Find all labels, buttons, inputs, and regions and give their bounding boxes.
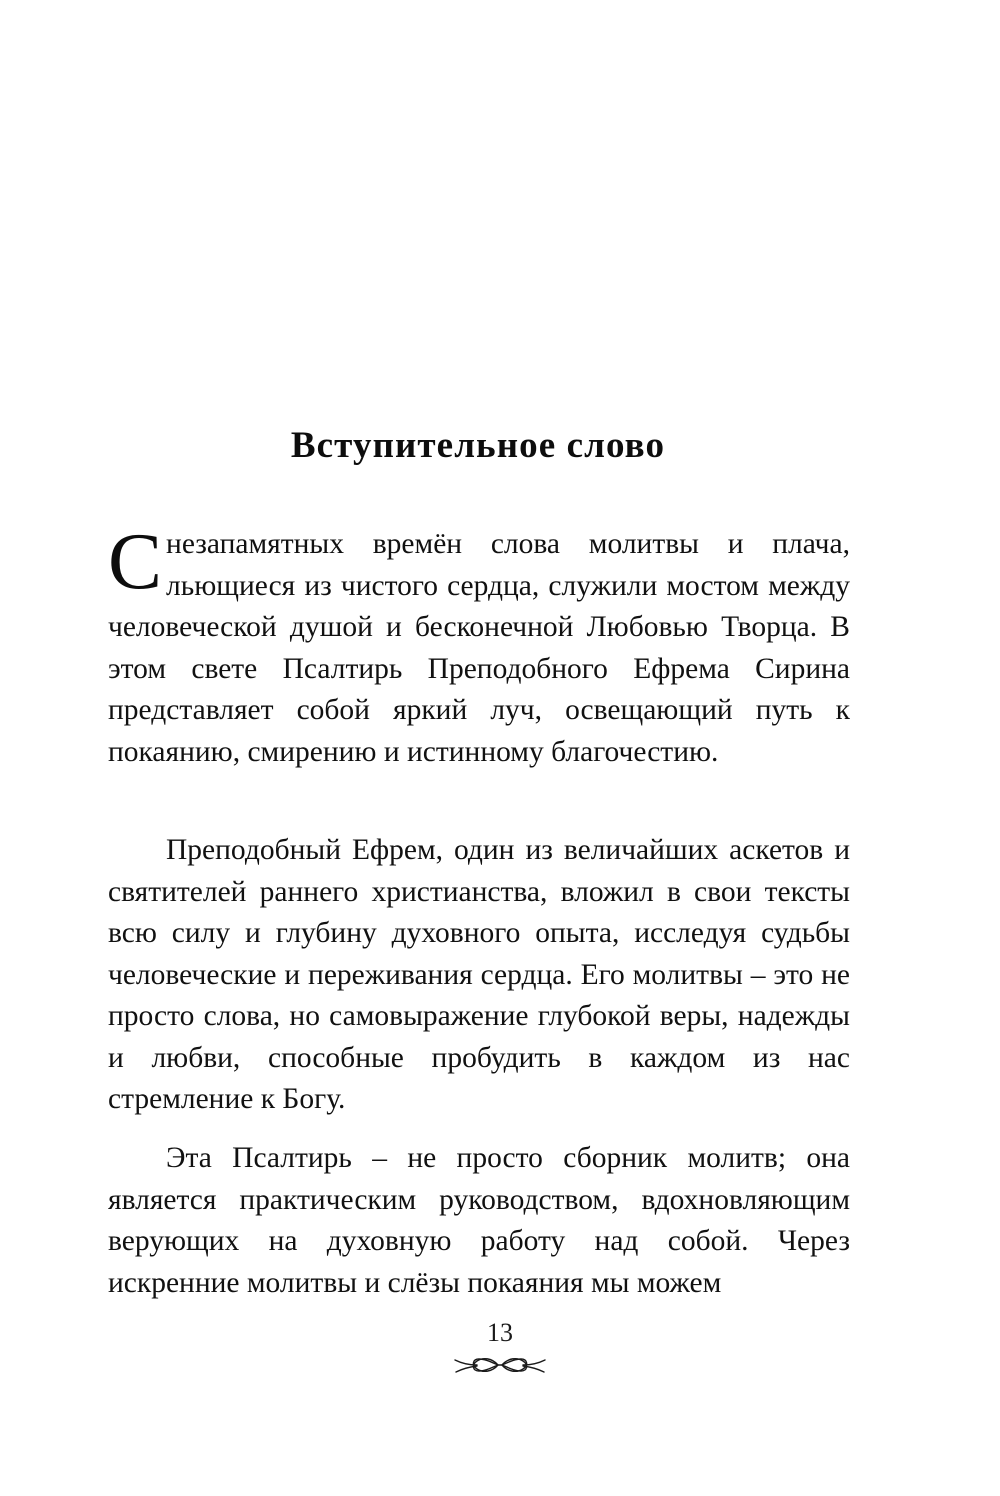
paragraph-text: Эта Псалтирь – не просто сборник молитв; она является практическим руководством, вдохновляющим верующих на духовную работу над собой. Через искренние молитвы и слёзы покаяния мы можем — [108, 1142, 850, 1299]
paragraph-block-3 — [108, 1138, 850, 1332]
flourish-ornament-icon — [0, 1350, 1000, 1380]
page-number: 13 — [487, 1318, 513, 1347]
drop-cap: С — [108, 516, 163, 606]
paragraph-block-1 — [108, 516, 850, 801]
page-title: Вступительное слово — [290, 425, 666, 466]
paragraph-text: Преподобный Ефрем, один из величайших аскетов и святителей раннего христианства, вложил в свои тексты всю силу и глубину духовного опыта, исследуя судьбы человеческие и переживания сердца. Его молитвы – это не просто слова, но самовыражение глубокой веры, надежды и любви, способные пробудить в каждом из нас стремление к Богу. — [108, 834, 850, 1115]
paragraph — [108, 1138, 850, 1304]
paragraph — [108, 830, 850, 1121]
paragraph-text: незапамятных времён слова молитвы и плача, льющиеся из чистого сердца, служили мостом между человеческой душой и бесконечной Любовью Творца. В этом свете Псалтирь Преподобного Ефрема Сирина представляет собой яркий луч, освещающий путь к покаянию, смирению и истинному благочестию. — [108, 528, 850, 768]
paragraph — [108, 516, 850, 773]
paragraph-block-2 — [108, 830, 850, 1149]
